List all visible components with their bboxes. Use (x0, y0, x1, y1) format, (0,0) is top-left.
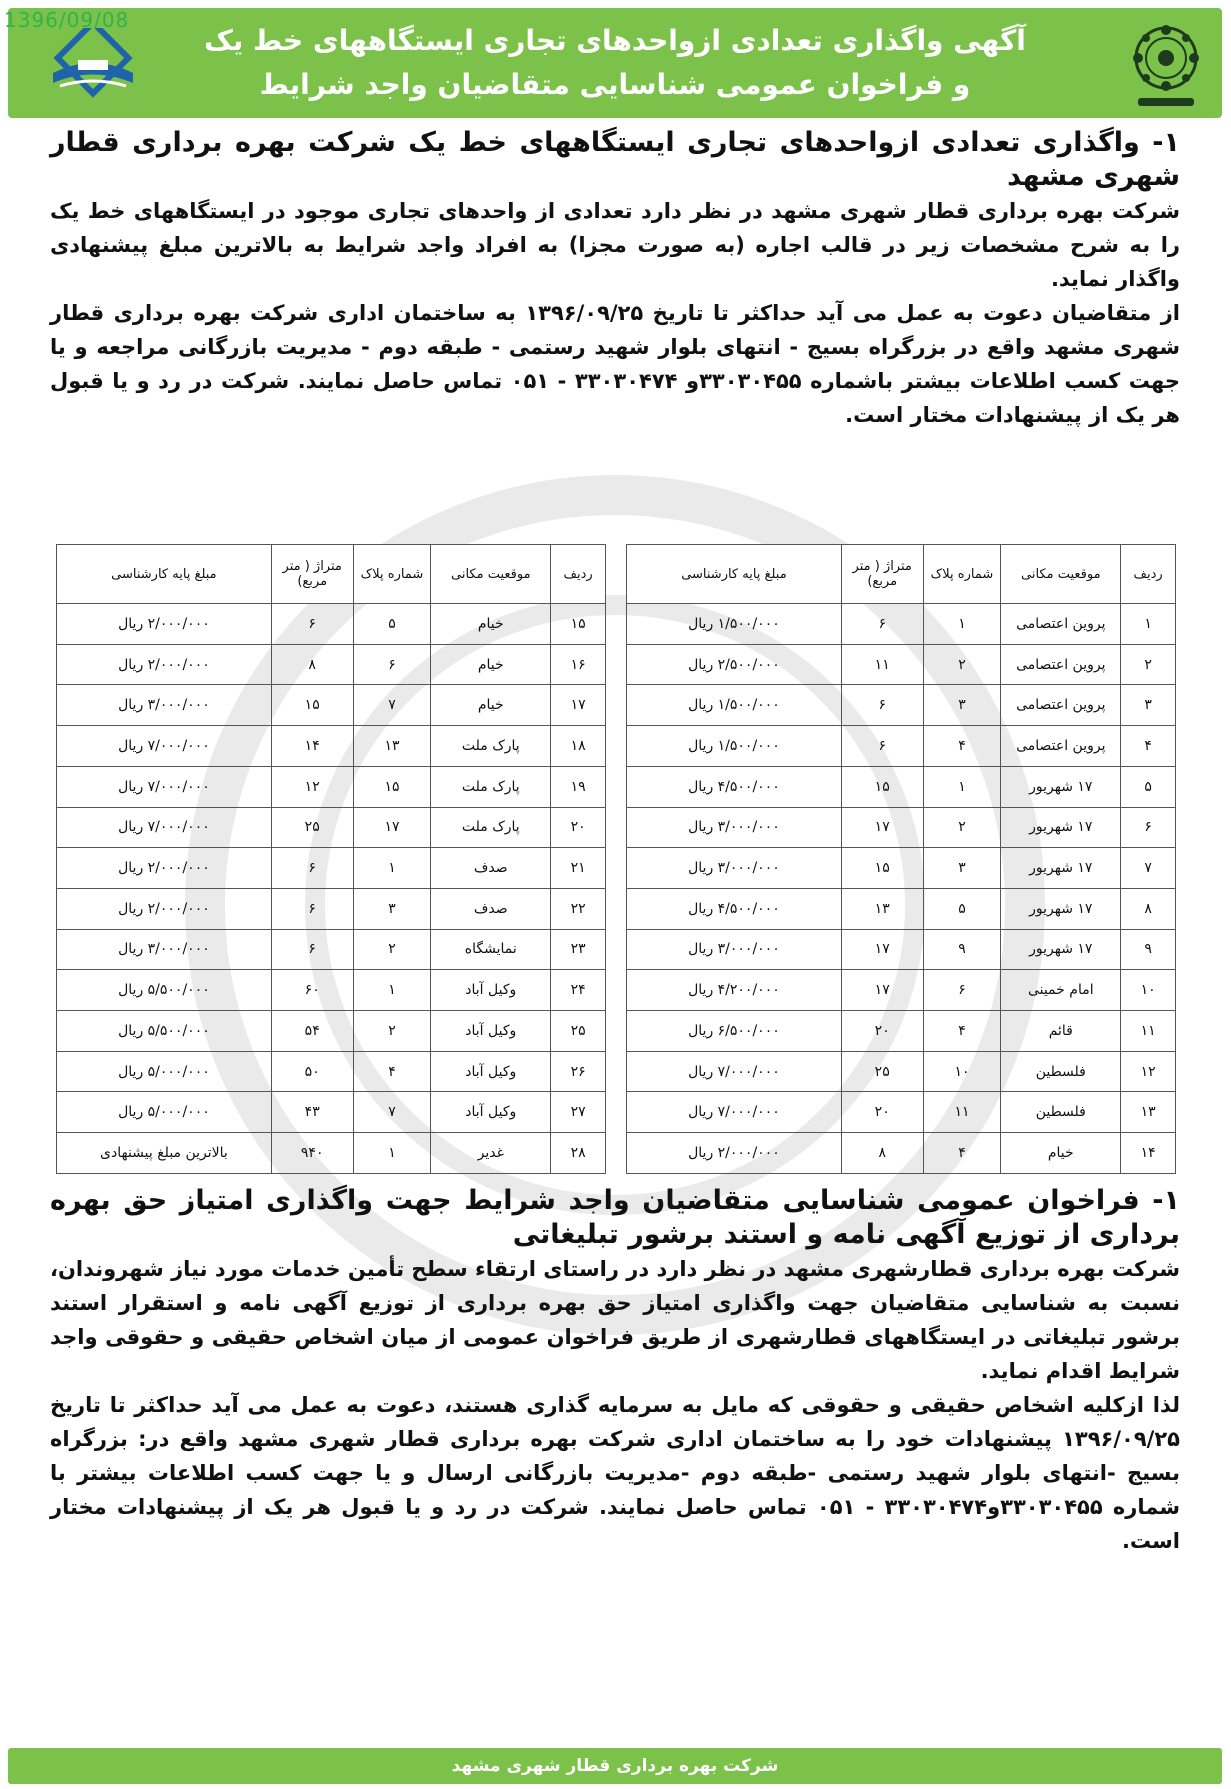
table-row (627, 807, 1176, 848)
cell-location: وکیل آباد (431, 1051, 551, 1092)
cell-location: امام خمینی (1001, 970, 1121, 1011)
cell-location: فلسطین (1001, 1051, 1121, 1092)
cell-area: ۶ (271, 848, 353, 889)
cell-price: ۳/۰۰۰/۰۰۰ ریال (57, 929, 272, 970)
cell-plate: ۱ (353, 970, 431, 1011)
cell-location: ۱۷ شهریور (1001, 888, 1121, 929)
table-row (57, 888, 606, 929)
footer-banner: شرکت بهره برداری قطار شهری مشهد (8, 1748, 1222, 1784)
cell-location: پروین اعتصامی (1001, 685, 1121, 726)
cell-plate: ۵ (353, 604, 431, 645)
cell-row: ۱۷ (551, 685, 606, 726)
cell-plate: ۱۱ (923, 1092, 1001, 1133)
section-2-paragraph-2: لذا ازکلیه اشخاص حقیقی و حقوقی که مایل به سرمایه گذاری هستند، دعوت به عمل می آید حداکثر تا تاریخ ۱۳۹۶/۰۹/۲۵ پیشنهادات خود را به ساختمان اداری شرکت بهره برداری قطار شهری مشهد واقع در: بزرگراه بسیج -انتهای بلوار شهید رستمی -طبقه دوم -مدیریت بازرگانی ارسال و یا جهت کسب اطلاعات بیشتر با شماره ۳۳۰۳۰۴۵۵و۳۳۰۳۰۴۷۴ - ۰۵۱ تماس حاصل نمایند. شرکت در رد و یا قبول هر یک از پیشنهادات مختار است. (50, 1393, 1181, 1553)
cell-area: ۱۴ (271, 726, 353, 767)
cell-location: ۱۷ شهریور (1001, 929, 1121, 970)
section-1-paragraph-2: از متقاضیان دعوت به عمل می آید حداکثر تا تاریخ ۱۳۹۶/۰۹/۲۵ به ساختمان اداری شرکت بهره برداری قطار شهری مشهد واقع در بزرگراه بسیج - انتهای بلوار شهید رستمی - طبقه دوم - مدیریت بازرگانی مراجعه و یا جهت کسب اطلاعات بیشتر باشماره ۳۳۰۳۰۴۵۵و ۳۳۰۳۰۴۷۴ - ۰۵۱ تماس حاصل نمایند. شرکت در رد و یا قبول هر یک از پیشنهادات مختار است. (50, 301, 1181, 427)
cell-location: ۱۷ شهریور (1001, 807, 1121, 848)
cell-area: ۲۰ (841, 1092, 923, 1133)
cell-plate: ۳ (923, 848, 1001, 889)
cell-price: ۳/۰۰۰/۰۰۰ ریال (627, 929, 842, 970)
cell-row: ۲۲ (551, 888, 606, 929)
cell-row: ۵ (1121, 766, 1176, 807)
header-area: متراژ ( متر مربع) (271, 545, 353, 604)
header-price: مبلغ پایه کارشناسی (627, 545, 842, 604)
cell-plate: ۱ (923, 604, 1001, 645)
cell-location: ۱۷ شهریور (1001, 766, 1121, 807)
units-table-right (626, 544, 1176, 1174)
cell-location: وکیل آباد (431, 1011, 551, 1052)
cell-area: ۱۲ (271, 766, 353, 807)
cell-area: ۱۷ (841, 807, 923, 848)
cell-plate: ۲ (923, 644, 1001, 685)
cell-area: ۲۵ (271, 807, 353, 848)
cell-row: ۲۰ (551, 807, 606, 848)
cell-area: ۶ (271, 929, 353, 970)
table-row (57, 1133, 606, 1174)
cell-location: پروین اعتصامی (1001, 644, 1121, 685)
cell-price: ۷/۰۰۰/۰۰۰ ریال (627, 1092, 842, 1133)
table-row (57, 848, 606, 889)
header-location: موقعیت مکانی (1001, 545, 1121, 604)
table-row (57, 1051, 606, 1092)
units-table-left (56, 544, 606, 1174)
cell-area: ۱۵ (841, 766, 923, 807)
table-row (57, 970, 606, 1011)
header-price: مبلغ پایه کارشناسی (57, 545, 272, 604)
cell-location: ۱۷ شهریور (1001, 848, 1121, 889)
cell-plate: ۱ (353, 848, 431, 889)
cell-price: ۱/۵۰۰/۰۰۰ ریال (627, 726, 842, 767)
cell-plate: ۹ (923, 929, 1001, 970)
cell-location: پروین اعتصامی (1001, 726, 1121, 767)
cell-plate: ۷ (353, 685, 431, 726)
cell-row: ۹ (1121, 929, 1176, 970)
cell-price: ۷/۰۰۰/۰۰۰ ریال (57, 766, 272, 807)
cell-location: پارک ملت (431, 807, 551, 848)
cell-row: ۱۴ (1121, 1133, 1176, 1174)
cell-area: ۴۳ (271, 1092, 353, 1133)
cell-row: ۸ (1121, 888, 1176, 929)
cell-plate: ۱ (923, 766, 1001, 807)
cell-price: ۴/۵۰۰/۰۰۰ ریال (627, 766, 842, 807)
table-row (627, 685, 1176, 726)
cell-area: ۶ (271, 888, 353, 929)
table-row (57, 807, 606, 848)
table-row (627, 1133, 1176, 1174)
cell-row: ۷ (1121, 848, 1176, 889)
cell-plate: ۲ (923, 807, 1001, 848)
table-row (627, 970, 1176, 1011)
cell-row: ۲۱ (551, 848, 606, 889)
cell-price: ۶/۵۰۰/۰۰۰ ریال (627, 1011, 842, 1052)
cell-row: ۳ (1121, 685, 1176, 726)
cell-location: پارک ملت (431, 766, 551, 807)
table-row (57, 766, 606, 807)
cell-plate: ۲ (353, 929, 431, 970)
cell-location: خیام (431, 644, 551, 685)
cell-row: ۱۸ (551, 726, 606, 767)
table-row (627, 888, 1176, 929)
section-1-title: ۱- واگذاری تعدادی ازواحدهای تجاری ایستگاههای خط یک شرکت بهره برداری قطار شهری مشهد (50, 127, 1180, 192)
cell-location: وکیل آباد (431, 1092, 551, 1133)
units-tables (56, 544, 1176, 1174)
table-row (57, 1092, 606, 1133)
cell-area: ۶ (271, 604, 353, 645)
header-plate: شماره پلاک (923, 545, 1001, 604)
table-row (627, 604, 1176, 645)
cell-plate: ۴ (923, 1011, 1001, 1052)
table-row (627, 848, 1176, 889)
cell-plate: ۴ (923, 1133, 1001, 1174)
header-plate: شماره پلاک (353, 545, 431, 604)
header-row-number: ردیف (551, 545, 606, 604)
header-location: موقعیت مکانی (431, 545, 551, 604)
cell-row: ۲۷ (551, 1092, 606, 1133)
cell-price: ۳/۰۰۰/۰۰۰ ریال (57, 685, 272, 726)
cell-area: ۵۴ (271, 1011, 353, 1052)
cell-price: ۱/۵۰۰/۰۰۰ ریال (627, 685, 842, 726)
section-1-paragraph-1: شرکت بهره برداری قطار شهری مشهد در نظر دارد تعدادی از واحدهای تجاری موجود در ایستگاههای خط یک را به شرح مشخصات زیر در قالب اجاره (به صورت مجزا) به افراد واجد شرایط به بالاترین مبلغ پیشنهادی واگذار نماید. (50, 199, 1180, 291)
cell-location: پارک ملت (431, 726, 551, 767)
cell-price: ۲/۰۰۰/۰۰۰ ریال (57, 888, 272, 929)
cell-price: ۴/۵۰۰/۰۰۰ ریال (627, 888, 842, 929)
cell-area: ۲۰ (841, 1011, 923, 1052)
cell-location: خیام (431, 685, 551, 726)
cell-row: ۱۲ (1121, 1051, 1176, 1092)
cell-location: پروین اعتصامی (1001, 604, 1121, 645)
header-banner (8, 8, 1222, 118)
table-row (627, 766, 1176, 807)
cell-price: ۲/۰۰۰/۰۰۰ ریال (627, 1133, 842, 1174)
cell-plate: ۱۵ (353, 766, 431, 807)
cell-area: ۵۰ (271, 1051, 353, 1092)
date-stamp: 1396/09/08 (4, 8, 130, 32)
cell-row: ۲۵ (551, 1011, 606, 1052)
cell-price: ۲/۵۰۰/۰۰۰ ریال (627, 644, 842, 685)
cell-plate: ۱۳ (353, 726, 431, 767)
cell-area: ۸ (841, 1133, 923, 1174)
cell-location: وکیل آباد (431, 970, 551, 1011)
cell-plate: ۳ (923, 685, 1001, 726)
table-row (57, 929, 606, 970)
section-2-paragraph-1: شرکت بهره برداری قطارشهری مشهد در نظر دارد در راستای ارتقاء سطح تأمین خدمات مورد نیاز شهروندان، نسبت به شناسایی متقاضیان جهت واگذاری امتیاز حق بهره برداری از توزیع آگهی نامه و استقرار استند برشور تبلیغاتی در ایستگاههای قطارشهری از طریق فراخوان عمومی از میان اشخاص حقیقی و حقوقی واجد شرایط اقدام نماید. (50, 1257, 1180, 1383)
cell-row: ۱۵ (551, 604, 606, 645)
cell-price: ۲/۰۰۰/۰۰۰ ریال (57, 848, 272, 889)
cell-area: ۸ (271, 644, 353, 685)
cell-row: ۲۸ (551, 1133, 606, 1174)
cell-price: ۱/۵۰۰/۰۰۰ ریال (627, 604, 842, 645)
cell-row: ۱۹ (551, 766, 606, 807)
cell-price: ۷/۰۰۰/۰۰۰ ریال (57, 807, 272, 848)
cell-plate: ۶ (353, 644, 431, 685)
header-title-line2: و فراخوان عمومی شناسایی متقاضیان واجد شرایط (259, 68, 971, 101)
cell-location: خیام (431, 604, 551, 645)
table-header-row (57, 545, 606, 604)
table-row (57, 604, 606, 645)
cell-row: ۲۳ (551, 929, 606, 970)
cell-row: ۱۳ (1121, 1092, 1176, 1133)
cell-plate: ۷ (353, 1092, 431, 1133)
header-title-line1: آگهی واگذاری تعدادی ازواحدهای تجاری ایستگاههای خط یک (204, 24, 1026, 57)
table-row (57, 685, 606, 726)
cell-row: ۱۱ (1121, 1011, 1176, 1052)
cell-location: قائم (1001, 1011, 1121, 1052)
table-row (627, 929, 1176, 970)
cell-price: ۳/۰۰۰/۰۰۰ ریال (627, 848, 842, 889)
cell-location: صدف (431, 848, 551, 889)
cell-area: ۶ (841, 604, 923, 645)
cell-area: ۱۵ (271, 685, 353, 726)
cell-row: ۱۰ (1121, 970, 1176, 1011)
cell-location: صدف (431, 888, 551, 929)
cell-plate: ۱ (353, 1133, 431, 1174)
cell-price: بالاترین مبلغ پیشنهادی (57, 1133, 272, 1174)
header-area: متراژ ( متر مربع) (841, 545, 923, 604)
cell-location: غدیر (431, 1133, 551, 1174)
cell-row: ۶ (1121, 807, 1176, 848)
cell-row: ۱۶ (551, 644, 606, 685)
cell-area: ۱۳ (841, 888, 923, 929)
cell-location: خیام (1001, 1133, 1121, 1174)
cell-price: ۲/۰۰۰/۰۰۰ ریال (57, 604, 272, 645)
cell-area: ۲۵ (841, 1051, 923, 1092)
table-row (627, 1092, 1176, 1133)
table-row (57, 644, 606, 685)
cell-area: ۱۱ (841, 644, 923, 685)
mashhad-municipality-logo-icon (1124, 20, 1208, 112)
cell-price: ۲/۰۰۰/۰۰۰ ریال (57, 644, 272, 685)
cell-plate: ۵ (923, 888, 1001, 929)
cell-price: ۷/۰۰۰/۰۰۰ ریال (627, 1051, 842, 1092)
table-header-row (627, 545, 1176, 604)
cell-price: ۵/۵۰۰/۰۰۰ ریال (57, 970, 272, 1011)
table-row (57, 1011, 606, 1052)
cell-area: ۱۵ (841, 848, 923, 889)
table-row (627, 726, 1176, 767)
cell-plate: ۴ (353, 1051, 431, 1092)
cell-price: ۵/۵۰۰/۰۰۰ ریال (57, 1011, 272, 1052)
cell-plate: ۱۷ (353, 807, 431, 848)
cell-location: نمایشگاه (431, 929, 551, 970)
cell-plate: ۶ (923, 970, 1001, 1011)
cell-plate: ۱۰ (923, 1051, 1001, 1092)
table-row (57, 726, 606, 767)
cell-plate: ۳ (353, 888, 431, 929)
cell-row: ۲۶ (551, 1051, 606, 1092)
cell-area: ۶۰ (271, 970, 353, 1011)
section-2 (50, 1184, 1180, 1558)
table-row (627, 1011, 1176, 1052)
cell-area: ۶ (841, 726, 923, 767)
cell-row: ۱ (1121, 604, 1176, 645)
cell-area: ۹۴۰ (271, 1133, 353, 1174)
cell-price: ۵/۰۰۰/۰۰۰ ریال (57, 1092, 272, 1133)
cell-area: ۱۷ (841, 929, 923, 970)
table-row (627, 1051, 1176, 1092)
cell-location: فلسطین (1001, 1092, 1121, 1133)
cell-area: ۶ (841, 685, 923, 726)
cell-price: ۳/۰۰۰/۰۰۰ ریال (627, 807, 842, 848)
section-1 (50, 126, 1180, 432)
cell-area: ۱۷ (841, 970, 923, 1011)
cell-row: ۴ (1121, 726, 1176, 767)
header-row-number: ردیف (1121, 545, 1176, 604)
cell-plate: ۴ (923, 726, 1001, 767)
table-row (627, 644, 1176, 685)
cell-row: ۲۴ (551, 970, 606, 1011)
section-2-title: ۱- فراخوان عمومی شناسایی متقاضیان واجد شرایط جهت واگذاری امتیاز حق بهره برداری از توزیع آگهی نامه و استند برشور تبلیغاتی (50, 1185, 1180, 1250)
cell-price: ۴/۲۰۰/۰۰۰ ریال (627, 970, 842, 1011)
cell-plate: ۲ (353, 1011, 431, 1052)
cell-price: ۷/۰۰۰/۰۰۰ ریال (57, 726, 272, 767)
cell-price: ۵/۰۰۰/۰۰۰ ریال (57, 1051, 272, 1092)
cell-row: ۲ (1121, 644, 1176, 685)
